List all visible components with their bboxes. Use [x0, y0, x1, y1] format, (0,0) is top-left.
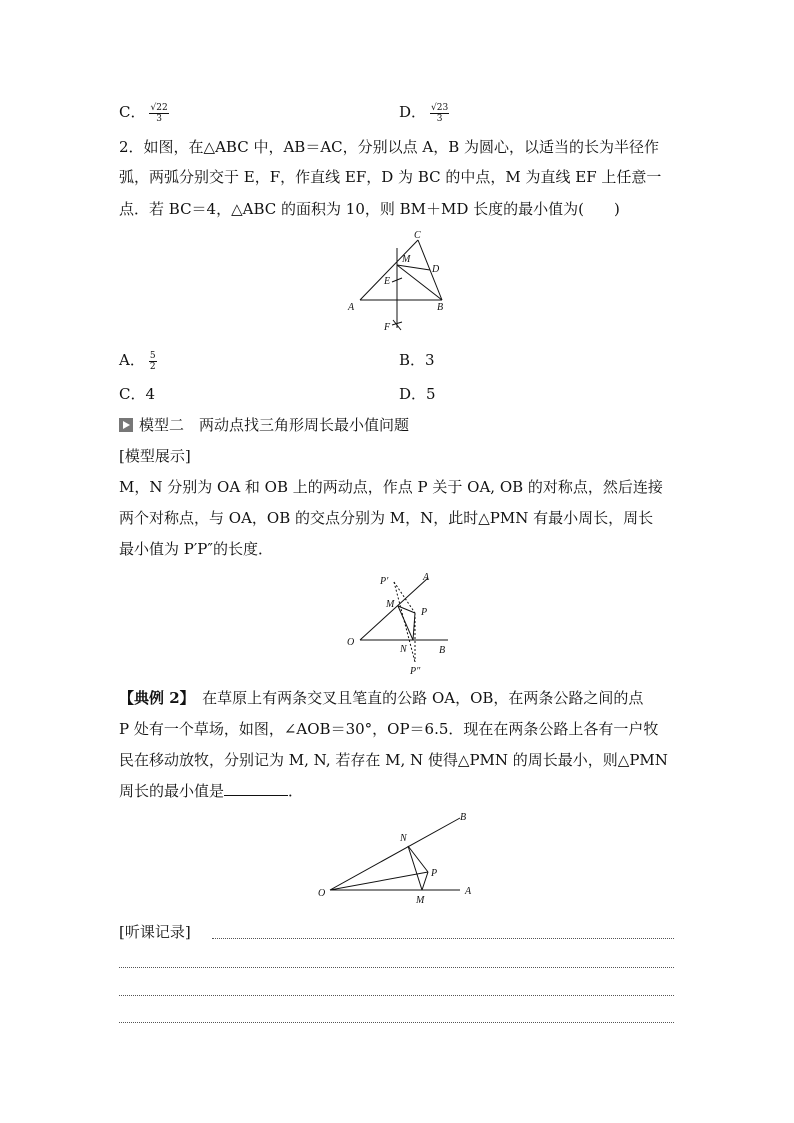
play-triangle-icon [119, 418, 133, 432]
label-f: F [384, 322, 391, 333]
q2-line-2: 弧，两弧分别交于 E，F，作直线 EF，D 为 BC 的中点，M 为直线 EF 上任意一 [119, 168, 662, 186]
label-a: A [465, 886, 472, 897]
label-m: M [386, 599, 395, 610]
notes-line-1[interactable] [212, 938, 674, 939]
label-o: O [347, 637, 355, 648]
model2-heading [119, 415, 679, 435]
example2-figure [310, 808, 480, 908]
example2-line-1 [119, 688, 679, 708]
model2-line-2: 两个对称点，与 OA，OB 的交点分别为 M，N，此时△PMN 有最小周长，周长 [119, 509, 654, 527]
label-a: A [348, 302, 355, 313]
label-p: P [421, 607, 428, 618]
example2-line-1-text: 在草原上有两条交叉且笔直的公路 OA，OB，在两条公路之间的点 [187, 689, 644, 707]
label-m: M [416, 895, 425, 906]
answer-blank [224, 781, 288, 796]
q2-line-1: 2．如图，在△ABC 中，AB＝AC，分别以点 A，B 为圆心，以适当的长为半径作 [119, 138, 660, 156]
triangle-abc-figure [340, 228, 460, 338]
option-label: A． [119, 351, 145, 369]
q2-option-a [119, 350, 157, 372]
q2-option-c: C．4 [119, 385, 156, 403]
denominator: 2 [149, 361, 156, 372]
fraction [149, 351, 157, 372]
numerator: 5 [149, 350, 156, 361]
notes-line-4[interactable] [119, 1022, 674, 1023]
numerator: √22 [150, 102, 168, 113]
label-o: O [318, 888, 326, 899]
label-d: D [432, 264, 440, 275]
example-tag: 【典例 2】 [119, 689, 188, 707]
numerator: √23 [431, 102, 449, 113]
label-n: N [400, 833, 407, 844]
label-e: E [384, 276, 391, 287]
model2-title: 模型二 两动点找三角形周长最小值问题 [139, 416, 410, 434]
model2-line-1: M，N 分别为 OA 和 OB 上的两动点，作点 P 关于 OA, OB 的对称点，然后连接 [119, 478, 663, 496]
q2-line-3: 点．若 BC＝4，△ABC 的面积为 10，则 BM＋MD 长度的最小值为( ) [119, 200, 620, 218]
fraction [430, 103, 449, 124]
label-p-double-prime: P″ [410, 666, 421, 677]
label-b: B [460, 812, 467, 823]
label-a: A [423, 572, 430, 583]
label-n: N [400, 644, 407, 655]
q1-option-d [399, 102, 449, 124]
q1-option-c [119, 102, 169, 124]
option-label: D． [399, 103, 427, 121]
label-b: B [437, 302, 444, 313]
denominator: 3 [436, 113, 443, 124]
q2-option-b: B．3 [399, 351, 435, 369]
period: ． [288, 782, 304, 800]
notes-line-3[interactable] [119, 995, 674, 996]
fraction [149, 103, 168, 124]
q2-option-d: D．5 [399, 385, 436, 403]
option-label: C． [119, 103, 146, 121]
denominator: 3 [156, 113, 162, 124]
model2-subtitle: [模型展示] [119, 447, 191, 465]
model2-line-3: 最小值为 P′P″的长度． [119, 540, 273, 558]
notes-line-2[interactable] [119, 967, 674, 968]
example2-line-4-text: 周长的最小值是 [119, 782, 225, 800]
example2-line-2: P 处有一个草场，如图，∠AOB＝30°，OP＝6.5．现在在两条公路上各有一户牧 [119, 720, 659, 738]
label-p-prime: P′ [380, 576, 389, 587]
model2-figure [340, 570, 460, 680]
notes-label: [听课记录] [119, 923, 191, 941]
label-c: C [414, 230, 421, 241]
label-m: M [402, 254, 411, 265]
example2-line-4 [119, 781, 679, 801]
example2-line-3: 民在移动放牧，分别记为 M, N, 若存在 M, N 使得△PMN 的周长最小，则△PMN [119, 751, 668, 769]
label-p: P [431, 868, 438, 879]
label-b: B [439, 645, 446, 656]
